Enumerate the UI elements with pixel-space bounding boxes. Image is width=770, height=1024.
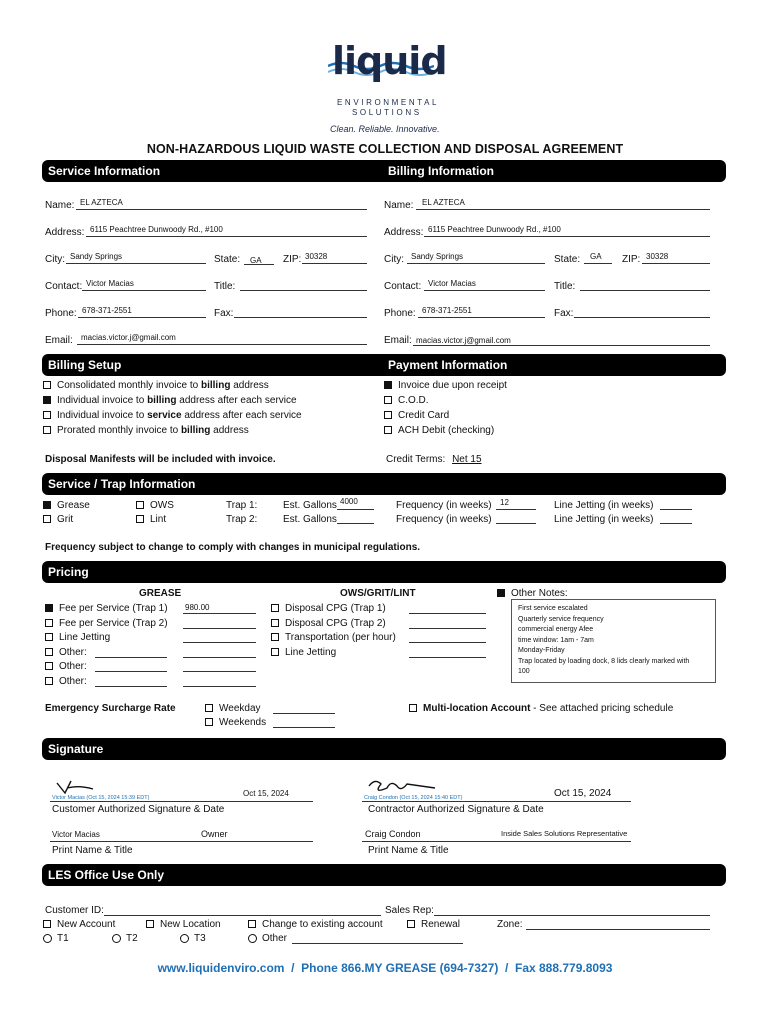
note-line: time window: 1am - 7am [518, 636, 594, 644]
payment-option-label: C.O.D. [398, 395, 429, 406]
label-email: Email: [384, 335, 412, 346]
t3-radio[interactable] [180, 934, 189, 943]
billing-option-text: Consolidated monthly invoice to [57, 380, 201, 391]
billing-option-text: Prorated monthly invoice to [57, 425, 181, 436]
payment-option[interactable] [384, 425, 494, 436]
other-notes-checkbox[interactable] [497, 589, 505, 597]
grease-price-label: Other: [59, 661, 87, 672]
label-address: Address: [45, 227, 85, 238]
note-line: Trap located by loading dock, 8 lids clearly marked with [518, 657, 690, 665]
payment-option-label: Invoice due upon receipt [398, 380, 507, 391]
label-city: City: [384, 254, 404, 265]
grease-price-item [45, 618, 260, 630]
contractor-signature-caption: Craig Condon (Oct 15, 2024 15:40 EDT) [364, 795, 463, 801]
trap2-label: Trap 2: [226, 514, 258, 525]
gallons-label-2: Est. Gallons [283, 514, 337, 525]
note-line: commercial energy Afee [518, 626, 594, 633]
t3-label: T3 [194, 933, 206, 944]
weekday-checkbox[interactable] [205, 704, 213, 712]
ows-price-line[interactable] [409, 657, 486, 658]
grease-price-checkbox[interactable] [45, 604, 53, 612]
weekends-label: Weekends [219, 717, 267, 728]
ows-price-checkbox[interactable] [271, 633, 279, 641]
frequency-trap1-field[interactable]: 12 [500, 498, 509, 507]
other-blank-line[interactable] [95, 671, 167, 672]
grease-price-label: Fee per Service (Trap 2) [59, 617, 168, 629]
grease-header: GREASE [139, 588, 182, 599]
multi-location-checkbox[interactable] [409, 704, 417, 712]
customer-signature-caption: Victor Macias (Oct 15, 2024 15:39 EDT) [52, 795, 150, 801]
billing-option-checkbox[interactable] [43, 396, 51, 404]
section-bar-info [42, 160, 726, 182]
grease-price-checkbox[interactable] [45, 677, 53, 685]
t1-radio[interactable] [43, 934, 52, 943]
grease-price-checkbox[interactable] [45, 619, 53, 627]
payment-option-label: ACH Debit (checking) [398, 425, 495, 436]
billing-option-checkbox[interactable] [43, 381, 51, 389]
label-state: State: [214, 254, 241, 265]
logo-wordmark: liquid [332, 39, 447, 83]
service-name-field[interactable]: EL AZTECA [80, 198, 123, 207]
new-location-checkbox[interactable] [146, 920, 154, 928]
ows-checkbox[interactable] [136, 501, 144, 509]
billing-option-checkbox[interactable] [43, 411, 51, 419]
label-fax: Fax: [214, 308, 234, 319]
manifest-note: Disposal Manifests will be included with invoice. [45, 454, 276, 465]
office-heading: LES Office Use Only [48, 868, 165, 882]
footer-contact: www.liquidenviro.com / Phone 866.MY GREASE (694-7327) / Fax 888.779.8093 [157, 961, 613, 975]
ows-price-label: Transportation (per hour) [285, 632, 396, 643]
service-zip-field[interactable]: 30328 [305, 252, 328, 261]
section-bar-trap [42, 473, 726, 495]
grease-price-item [45, 603, 260, 615]
payment-option-checkbox[interactable] [384, 426, 392, 434]
billing-option-emphasis: billing [147, 395, 177, 406]
t2-radio[interactable] [112, 934, 121, 943]
grease-price-checkbox[interactable] [45, 662, 53, 670]
t1-label: T1 [57, 933, 69, 944]
grease-checkbox[interactable] [43, 501, 51, 509]
credit-terms-value[interactable]: Net 15 [452, 454, 482, 465]
label-title: Title: [214, 281, 236, 292]
billing-option[interactable] [43, 395, 297, 406]
grease-price-label: Fee per Service (Trap 1) [59, 603, 168, 614]
company-logo [320, 40, 450, 140]
grease-price-label: Line Jetting [59, 632, 111, 643]
change-existing-checkbox[interactable] [248, 920, 256, 928]
payment-info-heading: Payment Information [388, 358, 508, 372]
other-notes-box[interactable] [511, 599, 716, 683]
customer-signature-date[interactable]: Oct 15, 2024 [243, 789, 289, 798]
note-line: Monday-Friday [518, 647, 565, 654]
billing-address-field[interactable]: 6115 Peachtree Dunwoody Rd., #100 [428, 225, 561, 234]
gallons-label-1: Est. Gallons [283, 500, 337, 511]
billing-option-text-end: address [210, 425, 249, 436]
payment-option-checkbox[interactable] [384, 396, 392, 404]
renewal-checkbox[interactable] [407, 920, 415, 928]
grease-price-item [45, 647, 260, 659]
trap1-label: Trap 1: [226, 500, 258, 511]
grease-price-line [183, 628, 256, 629]
ows-price-item [271, 618, 489, 630]
customer-print-title[interactable]: Owner [201, 829, 228, 839]
change-existing-label: Change to existing account [262, 919, 383, 930]
document-title: NON-HAZARDOUS LIQUID WASTE COLLECTION AND DISPOSAL AGREEMENT [146, 142, 624, 156]
billing-email-field[interactable]: macias.victor.j@gmail.com [416, 336, 511, 345]
frequency-label-2: Frequency (in weeks) [396, 514, 492, 525]
grease-label: Grease [57, 500, 90, 511]
billing-zip-field[interactable]: 30328 [646, 252, 669, 261]
billing-info-heading: Billing Information [388, 164, 494, 178]
weekends-checkbox[interactable] [205, 718, 213, 726]
ows-label: OWS [150, 500, 174, 511]
trap-info-heading: Service / Trap Information [48, 477, 196, 491]
billing-option[interactable] [43, 425, 249, 436]
label-zip: ZIP: [283, 254, 302, 265]
customer-print-name[interactable]: Victor Macias [52, 830, 100, 839]
other-radio[interactable] [248, 934, 257, 943]
customer-print-label: Print Name & Title [52, 845, 133, 856]
lint-label: Lint [150, 514, 167, 525]
grease-price-item [45, 676, 260, 688]
service-state-field[interactable]: GA [250, 256, 262, 265]
note-line: 100 [518, 668, 530, 675]
billing-option-text: Individual invoice to [57, 395, 148, 406]
contractor-signature-label: Contractor Authorized Signature & Date [368, 804, 544, 815]
label-address: Address: [384, 227, 424, 238]
payment-option[interactable] [384, 410, 449, 421]
contractor-signature-date[interactable]: Oct 15, 2024 [554, 788, 612, 799]
ows-price-item [271, 603, 489, 615]
contractor-print-name[interactable]: Craig Condon [365, 829, 421, 839]
other-label: Other [262, 933, 288, 944]
ows-price-checkbox[interactable] [271, 648, 279, 656]
grease-price-line [183, 686, 256, 687]
ows-price-checkbox[interactable] [271, 604, 279, 612]
billing-contact-field[interactable]: Victor Macias [428, 279, 476, 288]
gallons-trap1-field[interactable]: 4000 [340, 497, 358, 506]
payment-option-checkbox[interactable] [384, 381, 392, 389]
ows-price-label: Disposal CPG (Trap 2) [285, 617, 386, 629]
billing-option-checkbox[interactable] [43, 426, 51, 434]
ows-header: OWS/GRIT/LINT [340, 588, 416, 599]
grease-price-line [183, 642, 256, 643]
section-bar-office [42, 864, 726, 886]
contractor-print-label: Print Name & Title [368, 845, 449, 856]
billing-setup-heading: Billing Setup [48, 358, 122, 372]
grease-price-item [45, 661, 260, 673]
billing-option-emphasis: billing [200, 380, 231, 391]
jetting-label-1: Line Jetting (in weeks) [554, 500, 654, 511]
grease-price-item [45, 632, 260, 644]
logo-line2: SOLUTIONS [352, 108, 422, 117]
billing-option-emphasis: service [147, 410, 182, 421]
logo-line1: ENVIRONMENTAL [337, 98, 440, 107]
pricing-heading: Pricing [48, 565, 89, 579]
ows-price-label: Disposal CPG (Trap 1) [285, 603, 386, 614]
service-city-field[interactable]: Sandy Springs [70, 252, 123, 261]
billing-state-field[interactable]: GA [590, 252, 602, 261]
note-line: Quarterly service frequency [518, 615, 604, 623]
label-name: Name: [45, 200, 75, 211]
billing-option-text-end: address after each service [176, 395, 297, 406]
sales-rep-label: Sales Rep: [385, 905, 434, 916]
ows-price-item [271, 647, 489, 659]
frequency-label-1: Frequency (in weeks) [396, 500, 492, 511]
lint-checkbox[interactable] [136, 515, 144, 523]
payment-option-label: Credit Card [398, 410, 450, 421]
section-bar-pricing [42, 561, 726, 583]
zone-label: Zone: [497, 919, 523, 930]
signature-heading: Signature [48, 742, 104, 756]
contractor-signature-icon [367, 776, 437, 796]
label-contact: Contact: [45, 281, 83, 292]
billing-option[interactable] [43, 380, 269, 391]
grit-checkbox[interactable] [43, 515, 51, 523]
new-account-label: New Account [57, 919, 116, 930]
service-email-field[interactable]: macias.victor.j@gmail.com [81, 333, 176, 342]
weekday-label: Weekday [219, 703, 261, 714]
payment-option[interactable] [384, 380, 507, 391]
section-bar-signature [42, 738, 726, 760]
billing-name-field[interactable]: EL AZTECA [422, 198, 465, 207]
grease-price-line [183, 613, 256, 614]
grit-label: Grit [57, 514, 74, 525]
credit-terms-label: Credit Terms: [386, 454, 446, 465]
label-email: Email: [45, 335, 73, 346]
service-info-heading: Service Information [48, 164, 161, 178]
multi-location-label: Multi-location Account [423, 703, 531, 714]
contractor-print-title[interactable]: Inside Sales Solutions Representative [501, 829, 628, 838]
label-phone: Phone: [45, 308, 77, 319]
ows-price-checkbox[interactable] [271, 619, 279, 627]
ows-price-label: Line Jetting [285, 646, 337, 658]
label-fax: Fax: [554, 308, 574, 319]
customer-signature-label: Customer Authorized Signature & Date [52, 804, 225, 815]
customer-id-label: Customer ID: [45, 905, 104, 916]
jetting-label-2: Line Jetting (in weeks) [554, 514, 654, 525]
payment-option-checkbox[interactable] [384, 411, 392, 419]
billing-option-text: Individual invoice to [57, 410, 148, 421]
billing-city-field[interactable]: Sandy Springs [411, 252, 464, 261]
label-phone: Phone: [384, 308, 416, 319]
new-account-checkbox[interactable] [43, 920, 51, 928]
t2-label: T2 [126, 933, 138, 944]
frequency-note: Frequency subject to change to comply with changes in municipal regulations. [45, 542, 421, 553]
payment-option[interactable] [384, 395, 429, 406]
label-title: Title: [554, 281, 576, 292]
customer-signature-icon [55, 779, 95, 795]
label-state: State: [554, 254, 581, 265]
service-address-field[interactable]: 6115 Peachtree Dunwoody Rd., #100 [90, 225, 223, 234]
billing-option-text-end: address [230, 380, 269, 391]
grease-price-label: Other: [59, 646, 87, 658]
ows-price-line[interactable] [409, 628, 486, 629]
billing-option[interactable] [43, 410, 302, 421]
grease-price-line [183, 671, 256, 672]
label-zip: ZIP: [622, 254, 641, 265]
grease-price-checkbox[interactable] [45, 633, 53, 641]
note-line: First service escalated [518, 605, 588, 612]
other-blank-line[interactable] [95, 657, 167, 658]
label-city: City: [45, 254, 65, 265]
other-notes-label: Other Notes: [511, 588, 568, 599]
billing-option-text-end: address after each service [181, 410, 302, 421]
billing-option-emphasis: billing [180, 425, 211, 436]
ows-price-item [271, 632, 489, 644]
service-contact-field[interactable]: Victor Macias [86, 279, 134, 288]
logo-tagline: Clean. Reliable. Innovative. [330, 124, 440, 134]
grease-price-checkbox[interactable] [45, 648, 53, 656]
multi-location-note: - See attached pricing schedule [530, 703, 674, 714]
renewal-label: Renewal [421, 919, 460, 930]
service-phone-field[interactable]: 678-371-2551 [82, 306, 132, 315]
section-bar-billing-setup [42, 354, 726, 376]
label-name: Name: [384, 200, 414, 211]
grease-price-label: Other: [59, 675, 87, 687]
grease-price-value[interactable]: 980.00 [185, 603, 210, 612]
emergency-label: Emergency Surcharge Rate [45, 703, 176, 714]
ows-price-line[interactable] [409, 642, 486, 643]
grease-price-line [183, 657, 256, 658]
new-location-label: New Location [160, 919, 221, 930]
ows-price-line[interactable] [409, 613, 486, 614]
other-blank-line[interactable] [95, 686, 167, 687]
label-contact: Contact: [384, 281, 422, 292]
billing-phone-field[interactable]: 678-371-2551 [422, 306, 472, 315]
